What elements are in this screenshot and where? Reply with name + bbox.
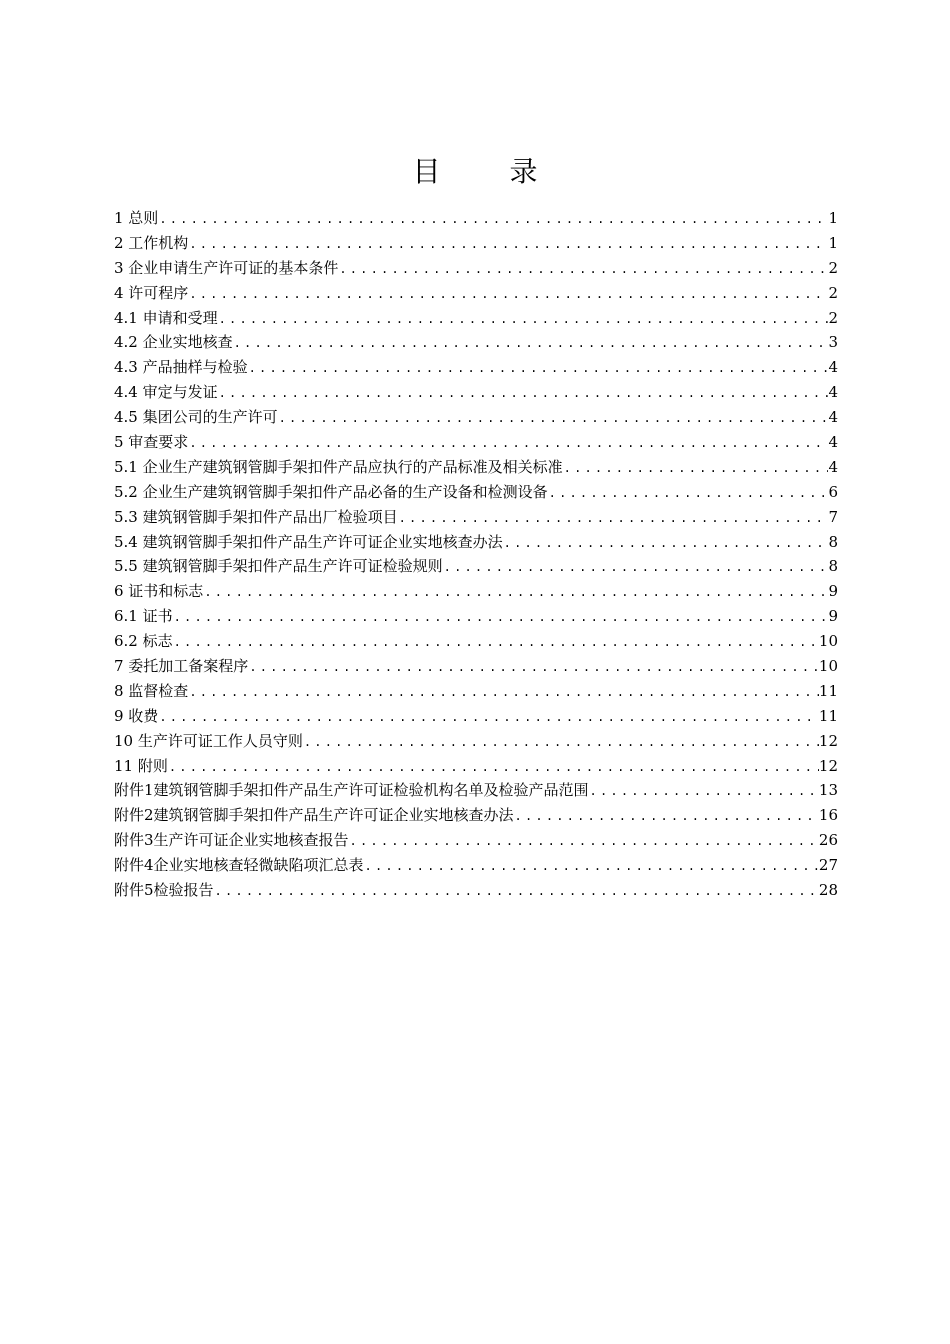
toc-entry-page: 4 (828, 433, 838, 452)
toc-entry-page: 8 (828, 557, 838, 576)
toc-entry[interactable] (114, 778, 838, 803)
toc-entry[interactable] (114, 380, 838, 405)
table-of-contents (114, 206, 838, 903)
toc-entry-page: 26 (818, 831, 838, 850)
toc-entry[interactable] (114, 704, 838, 729)
toc-entry-label: 6 证书和标志 (114, 582, 204, 601)
toc-entry-page: 1 (828, 209, 838, 227)
toc-entry-label: 10 生产许可证工作人员守则 (114, 731, 303, 750)
toc-entry[interactable] (114, 754, 838, 779)
dot-leader (218, 307, 829, 331)
toc-entry[interactable] (114, 828, 838, 853)
toc-entry-page: 10 (818, 632, 838, 651)
dot-leader (188, 680, 819, 704)
toc-entry[interactable] (114, 405, 838, 430)
toc-entry[interactable] (114, 803, 838, 828)
toc-entry[interactable] (114, 256, 838, 281)
dot-leader (158, 705, 819, 729)
dot-leader (364, 854, 819, 878)
dot-leader (233, 331, 829, 355)
toc-entry-label: 附件1建筑钢管脚手架扣件产品生产许可证检验机构名单及检验产品范围 (114, 781, 589, 800)
toc-entry[interactable] (114, 579, 838, 604)
toc-entry[interactable] (114, 654, 838, 679)
dot-leader (248, 655, 819, 679)
toc-entry-page: 12 (818, 756, 838, 775)
toc-entry-label: 附件2建筑钢管脚手架扣件产品生产许可证企业实地核查办法 (114, 806, 514, 825)
dot-leader (443, 555, 829, 579)
toc-entry-label: 5.4 建筑钢管脚手架扣件产品生产许可证企业实地核查办法 (114, 532, 503, 551)
toc-entry-label: 4.5 集团公司的生产许可 (114, 408, 278, 427)
toc-entry-page: 4 (828, 358, 838, 377)
dot-leader (188, 431, 828, 455)
toc-entry[interactable] (114, 206, 838, 231)
toc-entry-label: 7 委托加工备案程序 (114, 657, 249, 676)
dot-leader (303, 730, 819, 754)
dot-leader (168, 755, 819, 779)
toc-entry-label: 4.1 申请和受理 (114, 308, 218, 327)
toc-entry-page: 2 (828, 283, 838, 302)
toc-entry-label: 附件4企业实地核查轻微缺陷项汇总表 (114, 856, 364, 875)
toc-entry-page: 1 (828, 233, 838, 252)
dot-leader (589, 779, 819, 803)
toc-entry-page: 11 (818, 706, 838, 725)
toc-entry[interactable] (114, 629, 838, 654)
toc-entry-page: 8 (828, 532, 838, 551)
toc-entry-label: 8 监督检查 (114, 681, 189, 700)
dot-leader (203, 580, 828, 604)
dot-leader (563, 456, 829, 480)
toc-entry-page: 11 (818, 681, 838, 700)
toc-entry[interactable] (114, 480, 838, 505)
toc-entry-page: 2 (828, 258, 838, 277)
toc-entry[interactable] (114, 306, 838, 331)
toc-entry-label: 9 收费 (114, 706, 159, 725)
toc-entry[interactable] (114, 679, 838, 704)
dot-leader (503, 531, 829, 555)
dot-leader (514, 804, 819, 828)
dot-leader (188, 282, 828, 306)
toc-entry-label: 5 审查要求 (114, 433, 189, 452)
toc-entry-label: 5.2 企业生产建筑钢管脚手架扣件产品必备的生产设备和检测设备 (114, 482, 548, 501)
toc-entry[interactable] (114, 729, 838, 754)
toc-entry-label: 4.4 审定与发证 (114, 383, 218, 402)
dot-leader (218, 381, 829, 405)
toc-entry-page: 4 (828, 408, 838, 427)
toc-entry-page: 7 (828, 507, 838, 526)
toc-entry-page: 6 (828, 482, 838, 501)
toc-entry-label: 11 附则 (114, 756, 168, 775)
toc-entry-page: 27 (818, 856, 838, 875)
toc-entry-page: 9 (828, 607, 838, 626)
toc-entry-label: 5.3 建筑钢管脚手架扣件产品出厂检验项目 (114, 507, 398, 526)
toc-entry[interactable] (114, 330, 838, 355)
dot-leader (188, 232, 828, 256)
toc-entry-page: 3 (828, 333, 838, 352)
toc-entry-label: 4.2 企业实地核查 (114, 333, 233, 352)
toc-entry[interactable] (114, 281, 838, 306)
dot-leader (173, 605, 829, 629)
toc-entry[interactable] (114, 355, 838, 380)
toc-entry-label: 附件5检验报告 (114, 881, 214, 900)
toc-entry-page: 12 (818, 731, 838, 750)
dot-leader (548, 481, 829, 505)
dot-leader (248, 356, 829, 380)
toc-entry-page: 16 (818, 806, 838, 825)
toc-entry-page: 4 (828, 457, 838, 476)
toc-entry-label: 4.3 产品抽样与检验 (114, 358, 248, 377)
dot-leader (278, 406, 829, 430)
toc-entry-page: 9 (828, 582, 838, 601)
dot-leader (173, 630, 819, 654)
toc-entry-label: 1 总则 (114, 209, 159, 227)
dot-leader (214, 879, 819, 903)
toc-entry[interactable] (114, 604, 838, 629)
toc-title: 目 录 (412, 155, 568, 188)
toc-entry-page: 2 (828, 308, 838, 327)
toc-entry[interactable] (114, 231, 838, 256)
toc-entry[interactable] (114, 430, 838, 455)
toc-entry-label: 5.1 企业生产建筑钢管脚手架扣件产品应执行的产品标准及相关标准 (114, 457, 563, 476)
toc-entry-label: 附件3生产许可证企业实地核查报告 (114, 831, 349, 850)
toc-entry[interactable] (114, 455, 838, 480)
toc-entry-page: 13 (818, 781, 838, 800)
toc-entry-label: 6.2 标志 (114, 632, 173, 651)
toc-entry[interactable] (114, 878, 838, 903)
dot-leader (158, 207, 828, 231)
dot-leader (349, 829, 819, 853)
toc-entry-label: 6.1 证书 (114, 607, 173, 626)
toc-entry[interactable] (114, 505, 838, 530)
toc-entry-label: 4 许可程序 (114, 283, 189, 302)
toc-entry-page: 4 (828, 383, 838, 402)
toc-entry-label: 5.5 建筑钢管脚手架扣件产品生产许可证检验规则 (114, 557, 443, 576)
toc-entry-label: 3 企业申请生产许可证的基本条件 (114, 258, 339, 277)
toc-entry-label: 2 工作机构 (114, 233, 189, 252)
toc-entry-page: 10 (818, 657, 838, 676)
toc-entry[interactable] (114, 530, 838, 555)
dot-leader (398, 506, 829, 530)
toc-entry[interactable] (114, 554, 838, 579)
dot-leader (338, 257, 828, 281)
toc-entry-page: 28 (818, 881, 838, 900)
toc-entry[interactable] (114, 853, 838, 878)
